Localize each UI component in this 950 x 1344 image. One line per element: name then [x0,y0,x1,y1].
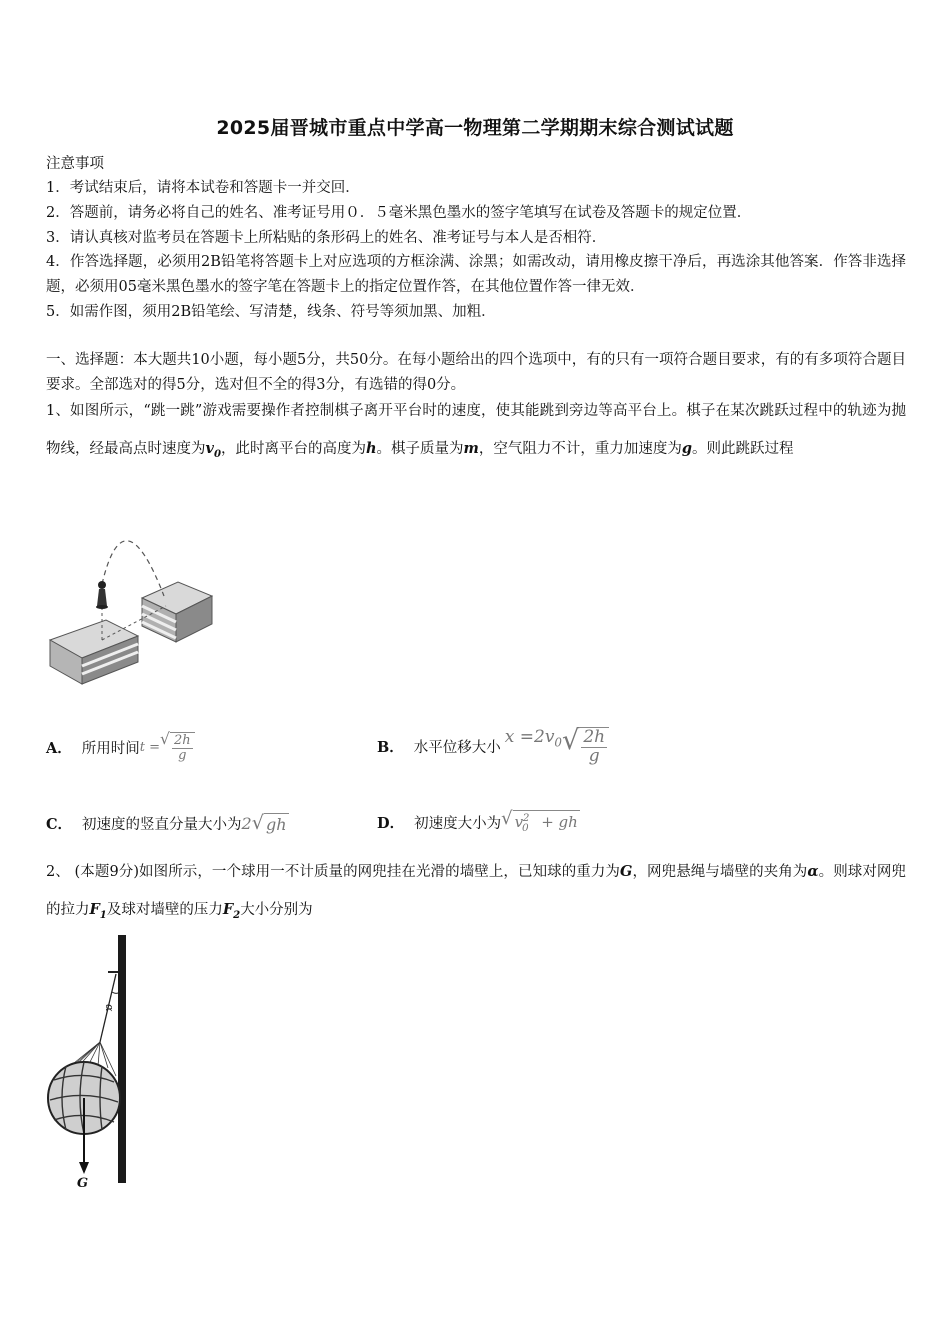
q1-text-b: ，此时离平台的高度为 [220,441,366,457]
option-c-label: 初速度的竖直分量大小为 [82,816,242,833]
notice-item-2: 2．答题前，请务必将自己的姓名、准考证号用０．５毫米黑色墨水的签字笔填写在试卷及答题卡的规定位置． [46,205,752,221]
question-1-stem [46,393,906,473]
option-b-label: 水平位移大小 [413,739,501,756]
notice-heading: 注意事项 [46,156,104,172]
q2-text-a: 2、 (本题9分)如图所示，一个球用一不计质量的网兜挂在光滑的墙壁上，已知球的重力为 [46,864,621,880]
symbol-F2: $F_2$ [222,901,241,921]
symbol-G: G [620,863,633,880]
q1-text-a: 1、如图所示，“跳一跳”游戏需要操作者控制棋子离开平台时的速度，使其能跳到旁边等高平台上。棋子在某次跳跃过程中的轨迹为抛物线，经最高点时速度为 [46,403,906,457]
q1-option-c[interactable] [46,808,289,838]
symbol-F1: $F_1$ [89,901,107,921]
q1-text-e: 。则此跳跃过程 [692,441,794,457]
symbol-v0: $v_0$ [205,440,221,460]
symbol-g: g [681,440,693,457]
option-a-label: 所用时间 [81,740,140,757]
symbol-h: h [365,440,377,457]
section-intro: 一、选择题：本大题共10小题，每小题5分，共50分。在每小题给出的四个选项中，有的只有一项符合题目要求，有的有多项符合题目要求。全部选对的得5分，选对但不全的得3分，有选错的得0分。 [46,352,906,393]
option-b-letter: B． [377,738,404,756]
ball-net-figure [40,930,150,1190]
gravity-label: G [77,1176,89,1190]
page-title: 2025届晋城市重点中学高一物理第二学期期末综合测试试题 [216,117,734,139]
question-2-stem [46,853,906,934]
option-b-formula: $x =2v_0$ √ $\frac{2h}{g}$ [505,727,609,766]
jump-game-figure [46,512,226,692]
symbol-m: m [463,440,479,457]
q2-text-c: 。则球对网兜的拉力 [46,864,907,918]
q1-option-d[interactable] [377,805,580,839]
q2-text-e: 大小分别为 [240,902,313,918]
q1-text-c: 。棋子质量为 [376,441,464,457]
notice-item-4: 4．作答选择题，必须用2B铅笔将答题卡上对应选项的方框涂满、涂黑；如需改动，请用橡皮擦干净后，再选涂其他答案．作答非选择题，必须用05毫米黑色墨水的签字笔在答题卡上的指定位置作答，在其他位置作答一律无效． [46,254,906,295]
q1-option-b[interactable] [377,718,609,774]
angle-label: α [103,1004,116,1012]
chess-piece [96,581,108,609]
option-d-formula: √ $v_0^2$ + gh [501,808,578,834]
notice-item-3: 3．请认真核对监考员在答题卡上所粘贴的条形码上的姓名、准考证号与本人是否相符． [46,230,607,246]
notice-item-1: 1．考试结束后，请将本试卷和答题卡一并交回． [46,180,360,196]
q2-text-b: ，网兜悬绳与墙壁的夹角为 [632,864,808,880]
symbol-alpha: α [807,863,819,880]
wall [118,935,126,1183]
option-c-letter: C． [46,815,73,833]
q1-text-d: ，空气阻力不计，重力加速度为 [478,441,682,457]
trajectory-parabola [102,541,164,596]
option-c-formula: 2 √ gh [241,810,287,834]
notice-item-5: 5．如需作图，须用2B铅笔绘、写清楚，线条、符号等须加黑、加粗． [46,304,496,320]
q2-text-d: 及球对墙壁的压力 [106,902,223,918]
option-a-formula: t = √ $\frac{2h}{g}$ [140,732,195,762]
option-d-label: 初速度大小为 [414,815,502,832]
q1-option-a[interactable] [46,722,195,772]
option-a-letter: A． [46,739,72,757]
option-d-letter: D． [377,814,405,832]
